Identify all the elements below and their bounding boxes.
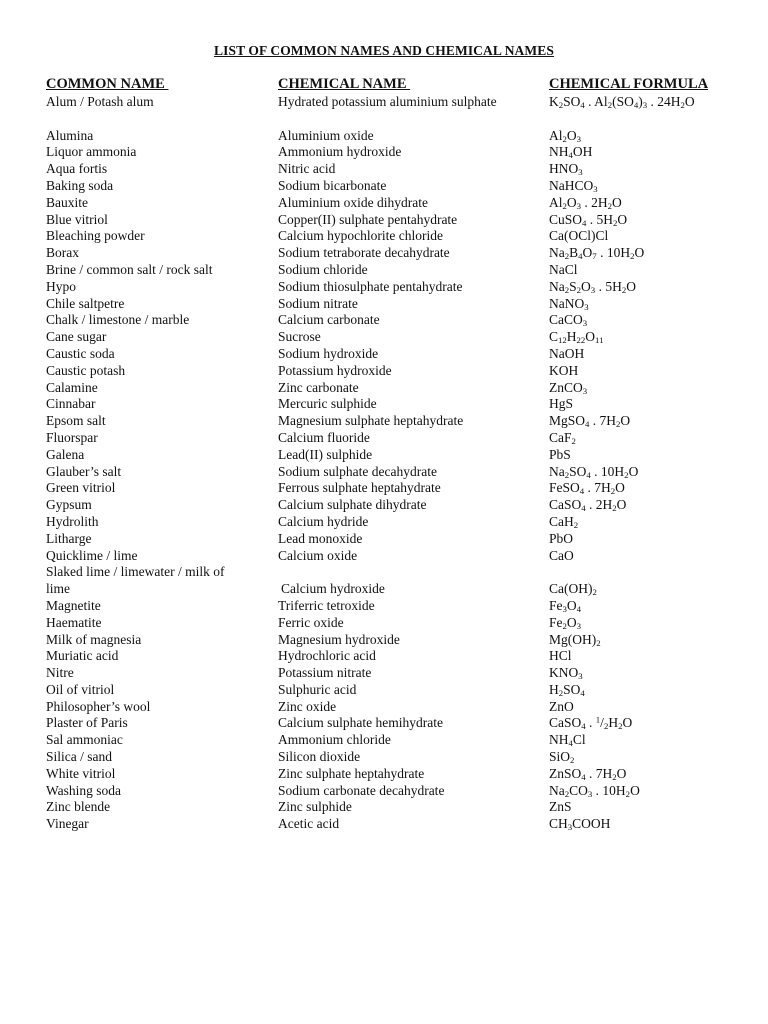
chemical-formula-cell: ZnO <box>549 698 574 714</box>
chemical-name-cell: Potassium hydroxide <box>278 362 392 378</box>
chemical-name-cell: Zinc carbonate <box>278 379 359 395</box>
table-row <box>0 766 768 783</box>
common-name-cell: White vitriol <box>46 765 116 781</box>
table-row <box>0 632 768 649</box>
common-name-cell: Caustic potash <box>46 362 126 378</box>
table-row <box>0 279 768 296</box>
table-row <box>0 262 768 279</box>
header-chemical-formula: CHEMICAL FORMULA <box>549 76 709 92</box>
common-name-cell: Chile saltpetre <box>46 295 125 311</box>
table-row <box>0 380 768 397</box>
chemical-formula-cell: $H_2SO_4$ <box>549 681 585 699</box>
chemical-name-cell: Calcium hydride <box>278 513 369 529</box>
chemical-formula-cell: HCl <box>549 648 572 664</box>
common-name-cell: Nitre <box>46 665 74 681</box>
chemical-formula-cell: $CH_3COOH$ <box>549 816 611 833</box>
chemical-name-cell: Sodium thiosulphate pentahydrate <box>278 278 463 294</box>
table-row <box>0 816 768 833</box>
chemical-formula-cell: $Al_2O_3$ . $2H_2O$ <box>549 194 622 211</box>
chemical-formula-cell: $Ca(OH)_2$ <box>549 581 597 598</box>
common-name-cell: Liquor ammonia <box>46 144 137 160</box>
chemical-name-cell: Ammonium hydroxide <box>278 144 402 160</box>
table-row <box>0 329 768 346</box>
chemical-name-cell: Triferric tetroxide <box>278 597 375 613</box>
chemical-formula-cell: CaO <box>549 547 574 563</box>
table-row <box>0 195 768 212</box>
common-name-cell: Haematite <box>46 614 102 630</box>
common-name-cell: Blue vitriol <box>46 211 108 227</box>
chemical-formula-cell: $Al_2O_3$ <box>549 127 582 144</box>
table-row <box>0 514 768 531</box>
table-row <box>0 363 768 380</box>
chemical-name-cell: Ferric oxide <box>278 614 344 630</box>
common-name-cell: Plaster of Paris <box>46 715 128 731</box>
common-name-cell: Muriatic acid <box>46 648 119 664</box>
common-name-cell: Green vitriol <box>46 480 116 496</box>
chemical-formula-cell: $Na_2S_2O_3$ . $5H_2O$ <box>549 278 636 295</box>
common-name-cell: Epsom salt <box>46 413 106 429</box>
chemical-name-cell: Calcium oxide <box>278 547 358 563</box>
chemical-name-cell: Magnesium sulphate heptahydrate <box>278 413 464 429</box>
chemical-name-cell: Sodium hydroxide <box>278 345 379 361</box>
chemical-formula-cell: PbS <box>549 446 571 462</box>
header-chemical-name: CHEMICAL NAME <box>278 76 411 92</box>
common-name-cell: Glauber’s salt <box>46 463 122 479</box>
common-name-cell: Cane sugar <box>46 329 107 345</box>
table-row <box>0 464 768 481</box>
chemical-formula-cell: $Na_2B_4O_7$ . $10H_2O$ <box>549 245 645 262</box>
common-name-cell: Fluorspar <box>46 429 98 445</box>
names-table <box>0 94 768 833</box>
chemical-name-cell: Sodium chloride <box>278 261 368 277</box>
common-name-cell: Alum / Potash alum <box>46 94 154 109</box>
chemical-formula-cell: NaNO$_3$ <box>549 295 589 312</box>
header-common-name: COMMON NAME <box>46 76 169 92</box>
chemical-formula-cell: $Na_2SO_4$ . $10H_2O$ <box>549 463 639 480</box>
common-name-cell: Philosopher’s wool <box>46 698 151 714</box>
table-row <box>0 480 768 497</box>
table-row <box>0 312 768 329</box>
common-name-cell: Oil of vitriol <box>46 681 115 697</box>
table-row <box>0 245 768 262</box>
chemical-formula-cell: HgS <box>549 396 574 412</box>
table-row <box>0 430 768 447</box>
table-row <box>0 598 768 615</box>
chemical-name-cell: Calcium hypochlorite chloride <box>278 228 443 244</box>
table-row <box>0 94 768 128</box>
chemical-formula-cell: $NH_4OH$ <box>549 144 593 161</box>
chemical-formula-cell: ZnSO$_4$ . $7H_2O$ <box>549 765 627 783</box>
chemical-name-cell: Aluminium oxide dihydrate <box>278 194 428 210</box>
table-row <box>0 732 768 749</box>
table-row <box>0 413 768 430</box>
common-name-cell: Hypo <box>46 278 76 294</box>
chemical-name-cell: Calcium sulphate hemihydrate <box>278 715 443 731</box>
chemical-formula-cell: $Fe_2O_3$ <box>549 614 582 631</box>
chemical-name-cell: Calcium hydroxide <box>281 581 385 597</box>
chemical-formula-cell: $C_{12}H_{22}O_{11}$ <box>549 329 604 346</box>
chemical-name-cell: Ferrous sulphate heptahydrate <box>278 480 441 496</box>
chemical-formula-cell: CaSO$_4$ . $2H_2O$ <box>549 497 627 514</box>
common-name-cell: Chalk / limestone / marble <box>46 312 190 328</box>
table-row <box>0 749 768 766</box>
common-name-cell: Zinc blende <box>46 799 111 815</box>
common-name-cell: Galena <box>46 446 85 462</box>
table-row <box>0 648 768 665</box>
common-name-cell: Bauxite <box>46 194 88 210</box>
chemical-name-cell: Calcium fluoride <box>278 429 370 445</box>
chemical-name-cell: Hydrated potassium aluminium sulphate <box>278 94 497 109</box>
common-name-cell: Sal ammoniac <box>46 732 123 748</box>
chemical-name-cell: Magnesium hydroxide <box>278 631 400 647</box>
common-name-cell: Washing soda <box>46 782 122 798</box>
chemical-name-cell: Calcium carbonate <box>278 312 380 328</box>
table-row <box>0 615 768 632</box>
chemical-name-cell: Sodium tetraborate decahydrate <box>278 245 450 261</box>
table-row <box>0 346 768 363</box>
table-row <box>0 144 768 161</box>
chemical-name-cell: Silicon dioxide <box>278 749 361 765</box>
chemical-formula-cell: CaCO$_3$ <box>549 312 588 329</box>
table-row <box>0 497 768 514</box>
chemical-name-cell: Acetic acid <box>278 816 340 832</box>
common-name-cell: Calamine <box>46 379 98 395</box>
common-name-cell: Litharge <box>46 530 92 546</box>
common-name-cell: Gypsum <box>46 497 92 513</box>
chemical-name-cell: Sodium nitrate <box>278 295 358 311</box>
chemical-name-cell: Hydrochloric acid <box>278 648 376 664</box>
common-name-cell: Bleaching powder <box>46 228 145 244</box>
chemical-formula-cell: SiO$_2$ <box>549 749 575 766</box>
chemical-name-cell: Aluminium oxide <box>278 127 374 143</box>
common-name-cell: Magnetite <box>46 597 101 613</box>
chemical-formula-cell: KOH <box>549 362 579 378</box>
chemical-name-cell: Sucrose <box>278 329 321 345</box>
table-row <box>0 296 768 313</box>
chemical-formula-cell: NaCl <box>549 261 578 277</box>
common-name-cell: Borax <box>46 245 79 261</box>
common-name-cell: Alumina <box>46 127 94 143</box>
chemical-name-cell: Nitric acid <box>278 161 336 177</box>
page-title: LIST OF COMMON NAMES AND CHEMICAL NAMES <box>214 43 554 58</box>
common-name-cell: Silica / sand <box>46 749 112 765</box>
table-row <box>0 212 768 229</box>
table-row <box>0 548 768 565</box>
table-row <box>0 447 768 464</box>
chemical-name-cell: Mercuric sulphide <box>278 396 377 412</box>
chemical-formula-cell: MgSO$_4$ . $7H_2O$ <box>549 413 631 430</box>
common-name-cell: Caustic soda <box>46 345 115 361</box>
common-name-cell: Baking soda <box>46 177 114 193</box>
chemical-formula-cell: $KNO_3$ <box>549 665 583 682</box>
chemical-formula-cell: CaH$_2$ <box>549 513 579 531</box>
table-row <box>0 161 768 178</box>
chemical-formula-cell: Ca(OCl)Cl <box>549 228 609 244</box>
chemical-name-cell: Calcium sulphate dihydrate <box>278 497 427 513</box>
chemical-formula-cell: $HNO_3$ <box>549 161 583 178</box>
common-name-cell: Milk of magnesia <box>46 631 142 647</box>
common-name-cell: Quicklime / lime <box>46 547 138 563</box>
table-row <box>0 699 768 716</box>
chemical-formula-cell: $NH_4Cl$ <box>549 732 586 749</box>
chemical-name-cell: Zinc oxide <box>278 698 337 714</box>
chemical-name-cell: Potassium nitrate <box>278 665 372 681</box>
chemical-name-cell: Zinc sulphide <box>278 799 352 815</box>
chemical-name-cell: Lead(II) sulphide <box>278 446 373 462</box>
chemical-formula-cell: NaHCO$_3$ <box>549 177 598 195</box>
common-name-cell: Aqua fortis <box>46 161 108 177</box>
chemical-formula-cell: CuSO$_4$ . $5H_2O$ <box>549 211 628 228</box>
table-row <box>0 128 768 145</box>
chemical-formula-cell: NaOH <box>549 345 585 361</box>
chemical-formula-cell: ZnS <box>549 799 572 815</box>
column-headers <box>0 76 768 94</box>
chemical-formula-cell: FeSO$_4$ . $7H_2O$ <box>549 480 625 497</box>
chemical-name-cell: Sodium sulphate decahydrate <box>278 463 437 479</box>
chemical-name-cell: Sulphuric acid <box>278 681 357 697</box>
table-row <box>0 396 768 413</box>
chemical-name-cell: Sodium bicarbonate <box>278 177 387 193</box>
chemical-formula-cell: $Mg(OH)_2$ <box>549 631 601 648</box>
chemical-formula-cell: $Fe_3O_4$ <box>549 597 582 615</box>
chemical-formula-cell: $K_2SO_4$ . $Al_2(SO_4)_3$ . $24H_2O$ <box>549 94 695 111</box>
chemical-name-cell: Lead monoxide <box>278 530 363 546</box>
table-row <box>0 531 768 548</box>
chemical-formula-cell: $Na_2CO_3$ . $10H_2O$ <box>549 782 640 799</box>
common-name-cell: Vinegar <box>46 816 89 832</box>
table-row <box>0 665 768 682</box>
chemical-formula-cell: ZnCO$_3$ <box>549 379 588 396</box>
chemical-formula-cell: CaF$_2$ <box>549 429 576 447</box>
common-name-cell: Hydrolith <box>46 513 99 529</box>
table-row <box>0 682 768 699</box>
chemical-name-cell: Zinc sulphate heptahydrate <box>278 765 425 781</box>
chemical-formula-cell: CaSO$_4$ . $^1/_2H_2O$ <box>549 715 633 732</box>
table-row <box>0 178 768 195</box>
chemical-formula-cell: PbO <box>549 530 574 546</box>
common-name-cell: Brine / common salt / rock salt <box>46 261 213 277</box>
table-row <box>0 799 768 816</box>
table-row <box>0 715 768 732</box>
table-row <box>0 564 768 598</box>
chemical-name-cell: Copper(II) sulphate pentahydrate <box>278 211 458 227</box>
chemical-name-cell: Sodium carbonate decahydrate <box>278 782 445 798</box>
chemical-name-cell: Ammonium chloride <box>278 732 391 748</box>
common-name-cell: Cinnabar <box>46 396 96 412</box>
table-row <box>0 228 768 245</box>
table-row <box>0 783 768 800</box>
common-name-cell: Slaked lime / limewater / milk of lime <box>46 564 225 597</box>
